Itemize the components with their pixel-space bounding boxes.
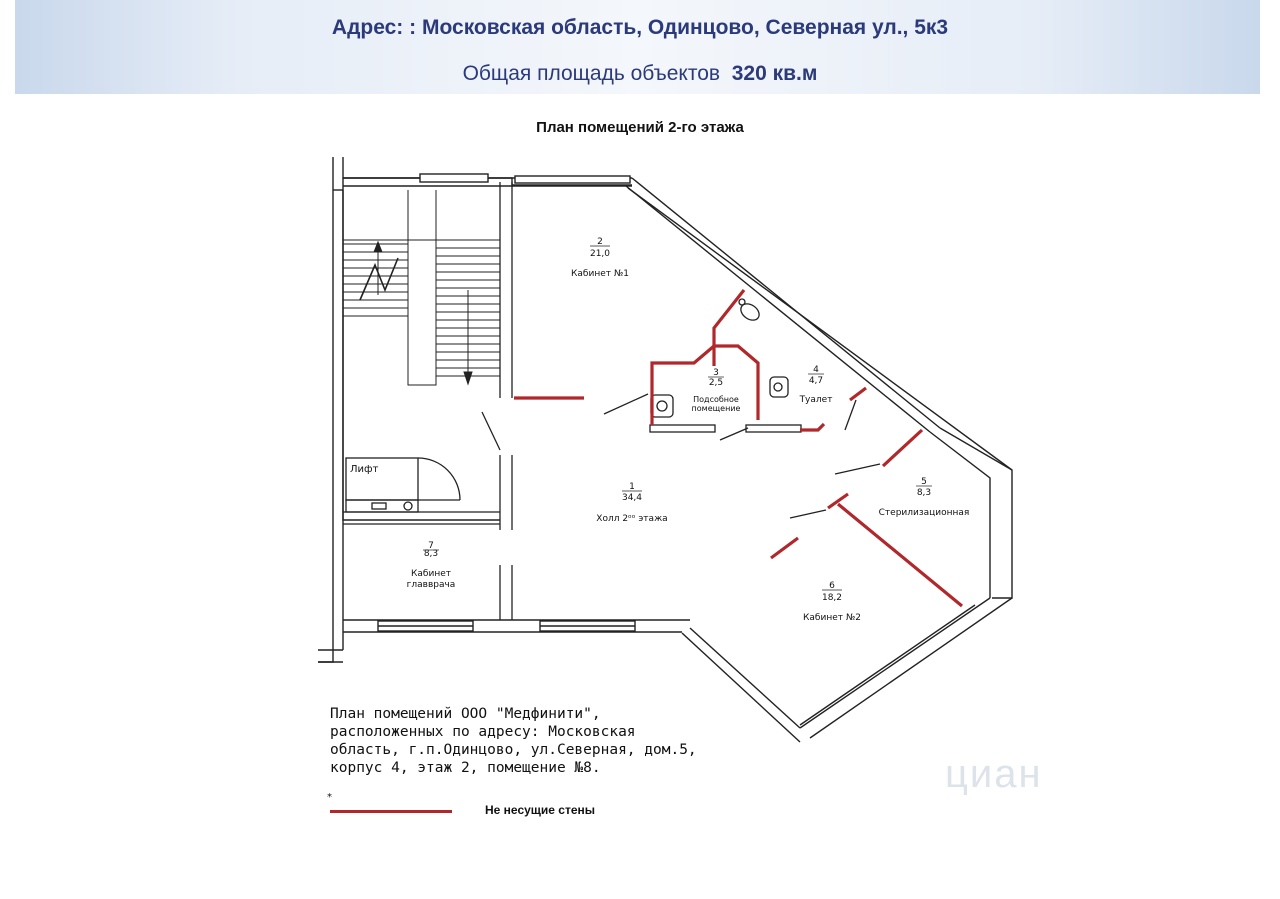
svg-text:Кабинет №1: Кабинет №1: [571, 269, 629, 279]
svg-text:5: 5: [921, 477, 927, 487]
room-7-label: [407, 541, 456, 590]
svg-text:2: 2: [597, 237, 603, 247]
legend-marker: *: [327, 792, 332, 803]
room-2-label: [571, 237, 629, 279]
area-value: 320 кв.м: [731, 62, 818, 85]
outer-walls: [318, 157, 1012, 742]
room-labels: [350, 237, 969, 623]
svg-text:Стерилизационная: Стерилизационная: [878, 508, 970, 518]
svg-text:Холл 2ᵒᵒ этажа: Холл 2ᵒᵒ этажа: [596, 514, 668, 524]
svg-text:1: 1: [629, 482, 635, 492]
svg-text:8,3: 8,3: [423, 549, 439, 559]
svg-text:21,0: 21,0: [589, 249, 611, 259]
room-5-label: [879, 477, 970, 518]
plan-note: План помещений ООО "Медфинити", расположенных по адресу: Московская область, г.п.Одинцово, ул.Северная, дом.5, корпус 4, этаж 2, помещение №8.: [330, 706, 697, 776]
room-3-label: [692, 368, 741, 413]
svg-text:главврача: главврача: [406, 580, 456, 590]
svg-text:3: 3: [713, 368, 719, 378]
plan-title: План помещений 2-го этажа: [536, 119, 744, 136]
svg-text:Кабинет: Кабинет: [411, 569, 451, 579]
lift-label: Лифт: [350, 464, 379, 475]
svg-text:34,4: 34,4: [621, 493, 643, 503]
address-line: Адрес: : Московская область, Одинцово, Северная ул., 5к3: [331, 16, 949, 39]
svg-text:8,3: 8,3: [916, 488, 932, 498]
svg-text:Подсобное: Подсобное: [693, 395, 739, 404]
watermark: циан: [945, 752, 1043, 796]
room-6-label: [803, 581, 861, 623]
legend-label: Не несущие стены: [485, 803, 596, 817]
non-bearing-walls: [514, 290, 962, 606]
room-1-label: [596, 482, 667, 524]
svg-text:4,7: 4,7: [808, 376, 824, 386]
svg-text:Туалет: Туалет: [799, 395, 833, 405]
svg-text:Кабинет №2: Кабинет №2: [803, 613, 861, 623]
svg-text:7: 7: [428, 541, 434, 551]
staircase: [343, 190, 500, 385]
svg-text:18,2: 18,2: [821, 593, 843, 603]
legend-red-line: [330, 810, 452, 813]
room-4-label: [799, 365, 833, 405]
svg-text:помещение: помещение: [691, 404, 741, 413]
svg-text:6: 6: [829, 581, 835, 591]
svg-text:2,5: 2,5: [708, 378, 724, 388]
area-label: Общая площадь объектов: [462, 62, 721, 85]
svg-text:4: 4: [813, 365, 819, 375]
